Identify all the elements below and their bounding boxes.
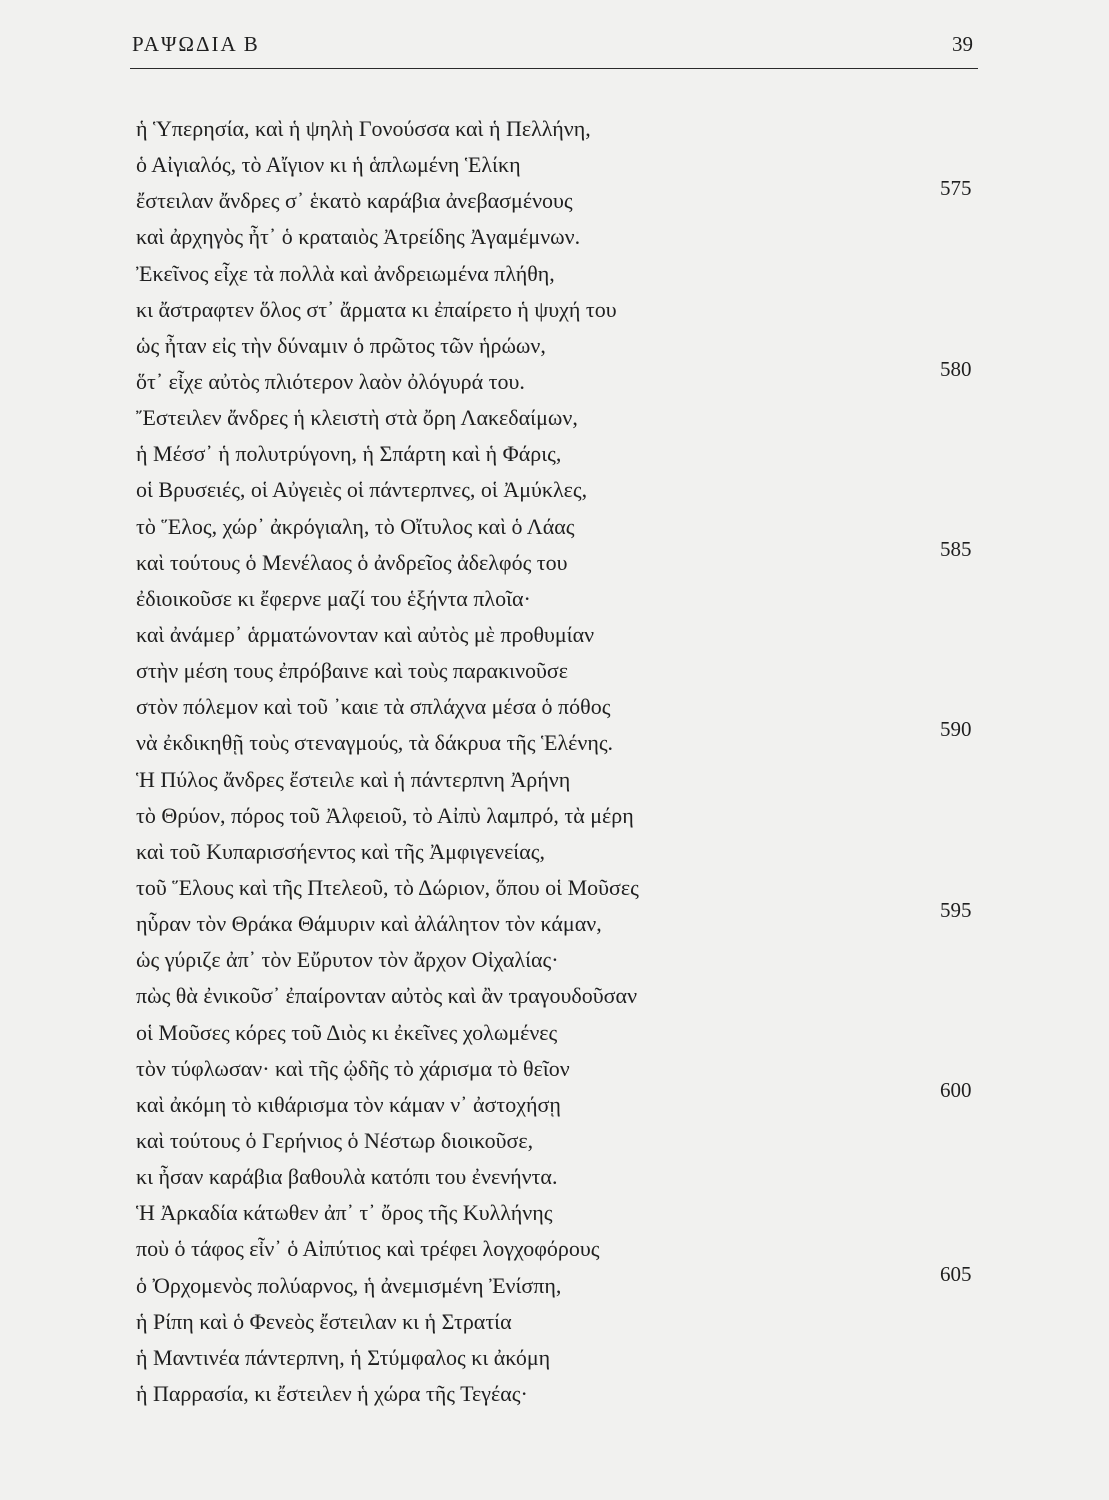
verse-line: ὅτ᾿ εἶχε αὐτὸς πλιότερον λαὸν ὀλόγυρά του. [136, 368, 525, 394]
verse-line: στὴν μέση τους ἐπρόβαινε καὶ τοὺς παρακινοῦσε [136, 658, 569, 684]
verse-line: καὶ ἀνάμερ᾿ ἁρματώνονταν καὶ αὐτὸς μὲ προθυμίαν [136, 621, 595, 647]
verse-line: ἐδιοικοῦσε κι ἔφερνε μαζί του ἑξήντα πλοῖα· [136, 585, 531, 611]
verse-number: 580 [940, 357, 972, 381]
verse-line: κι ἦσαν καράβια βαθουλὰ κατόπι του ἐνενήντα. [136, 1164, 558, 1190]
verse-line: ὡς γύριζε ἀπ᾿ τὸν Εὔρυτον τὸν ἄρχον Οἰχαλίας· [136, 947, 559, 973]
running-head: ΡΑΨΩΔΙΑ Β [132, 32, 260, 56]
verse-line: Ἐκεῖνος εἶχε τὰ πολλὰ καὶ ἀνδρειωμένα πλήθη, [136, 260, 555, 286]
verse-line: ποὺ ὁ τάφος εἶν᾿ ὁ Αἰπύτιος καὶ τρέφει λογχοφόρους [136, 1236, 600, 1262]
verse-line: ἡ Παρρασία, κι ἔστειλεν ἡ χώρα τῆς Τεγέας· [136, 1380, 528, 1406]
verse-line: νὰ ἐκδικηθῇ τοὺς στεναγμούς, τὰ δάκρυα τῆς Ἑλένης. [136, 730, 614, 756]
verse-line: ἡ Ὑπερησία, καὶ ἡ ψηλὴ Γονούσσα καὶ ἡ Πελλήνη, [136, 116, 591, 141]
verse-line: οἱ Μοῦσες κόρες τοῦ Διὸς κι ἐκεῖνες χολωμένες [136, 1019, 558, 1045]
verse-line: ὡς ἦταν εἰς τὴν δύναμιν ὁ πρῶτος τῶν ἡρώων, [136, 332, 546, 358]
verse-line: Ἡ Ἀρκαδία κάτωθεν ἀπ᾿ τ᾿ ὄρος τῆς Κυλλήνης [136, 1200, 553, 1226]
verse-line: τὸν τύφλωσαν· καὶ τῆς ᾠδῆς τὸ χάρισμα τὸ θεῖον [136, 1055, 570, 1081]
verse-line: τὸ Ἕλος, χώρ᾿ ἀκρόγιαλη, τὸ Οἴτυλος καὶ ὁ Λάας [136, 513, 575, 539]
verse-number: 575 [940, 176, 972, 200]
verse-line: καὶ ἀκόμη τὸ κιθάρισμα τὸν κάμαν ν᾿ ἀστοχήσῃ [136, 1091, 561, 1117]
verse-line: κι ἄστραφτεν ὅλος στ᾿ ἄρματα κι ἐπαίρετο ἡ ψυχή του [136, 296, 617, 322]
verse-line: Ἔστειλεν ἄνδρες ἡ κλειστὴ στὰ ὄρη Λακεδαίμων, [136, 405, 578, 431]
verse-line: ἔστειλαν ἄνδρες σ᾿ ἑκατὸ καράβια ἀνεβασμένους [136, 188, 573, 214]
verse-line: στὸν πόλεμον καὶ τοῦ ᾿καιε τὰ σπλάχνα μέσα ὁ πόθος [136, 694, 611, 720]
header-rule [130, 68, 978, 69]
verse-line: ὁ Αἰγιαλός, τὸ Αἴγιον κι ἡ ἁπλωμένη Ἑλίκη [136, 152, 521, 178]
verse-line: καὶ τούτους ὁ Γερήνιος ὁ Νέστωρ διοικοῦσε, [136, 1127, 534, 1153]
poem-text [136, 111, 639, 1412]
verse-number: 585 [940, 537, 972, 561]
verse-line: οἱ Βρυσειές, οἱ Αὐγειὲς οἱ πάντερπνες, οἱ Ἀμύκλες, [136, 477, 588, 503]
verse-line: ὁ Ὀρχομενὸς πολύαρνος, ἡ ἀνεμισμένη Ἐνίσπη, [136, 1272, 562, 1298]
verse-line: καὶ τούτους ὁ Μενέλαος ὁ ἀνδρεῖος ἀδελφός του [136, 549, 568, 575]
verse-line: τοῦ Ἕλους καὶ τῆς Πτελεοῦ, τὸ Δώριον, ὅπου οἱ Μοῦσες [136, 874, 639, 900]
verse-number: 595 [940, 898, 972, 922]
verse-number: 600 [940, 1078, 972, 1102]
verse-line: καὶ τοῦ Κυπαρισσήεντος καὶ τῆς Ἀμφιγενείας, [136, 838, 545, 864]
verse-line: καὶ ἀρχηγὸς ἦτ᾿ ὁ κραταιὸς Ἀτρείδης Ἀγαμέμνων. [136, 224, 581, 250]
verse-line: ἡ Ρίπη καὶ ὁ Φενεὸς ἔστειλαν κι ἡ Στρατία [136, 1308, 512, 1334]
verse-line: ἡ Μαντινέα πάντερπνη, ἡ Στύμφαλος κι ἀκόμη [136, 1344, 551, 1370]
verse-line: Ἡ Πύλος ἄνδρες ἔστειλε καὶ ἡ πάντερπνη Ἀρήνη [136, 766, 571, 792]
verse-line: ηὗραν τὸν Θράκα Θάμυριν καὶ ἀλάλητον τὸν κάμαν, [136, 911, 602, 937]
verse-number: 590 [940, 717, 972, 741]
verse-line: ἡ Μέσσ᾿ ἡ πολυτρύγονη, ἡ Σπάρτη καὶ ἡ Φάρις, [136, 441, 562, 467]
verse-line: τὸ Θρύον, πόρος τοῦ Ἀλφειοῦ, τὸ Αἰπὺ λαμπρό, τὰ μέρη [136, 802, 634, 828]
page-number: 39 [952, 32, 973, 56]
verse-number: 605 [940, 1262, 972, 1286]
verse-line: πὼς θὰ ἐνικοῦσ᾿ ἐπαίρονταν αὐτὸς καὶ ἂν τραγουδοῦσαν [136, 983, 638, 1009]
